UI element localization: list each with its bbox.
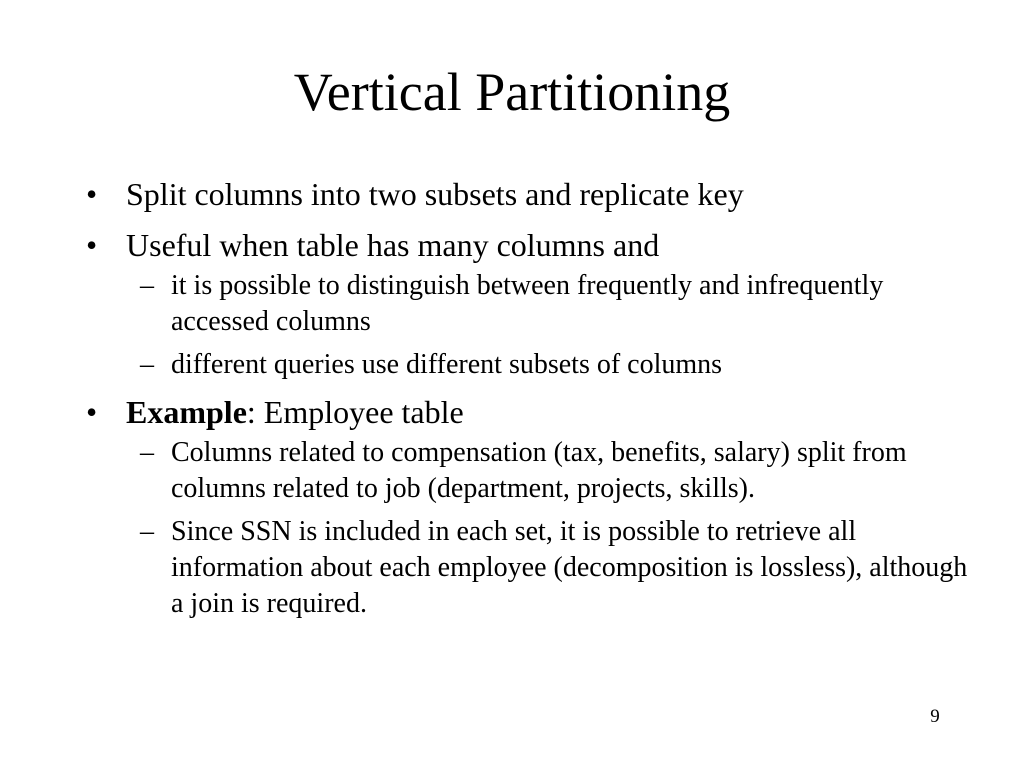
sub-bullet-text: it is possible to distinguish between frequently and infrequently accessed columns <box>171 270 884 337</box>
bullet-marker: • <box>86 227 98 263</box>
sub-bullet-text: Columns related to compensation (tax, benefits, salary) split from columns related to job (department, projects, skills). <box>171 437 907 504</box>
bullet-text: Useful when table has many columns and <box>126 227 660 263</box>
bullet-marker: • <box>86 176 98 212</box>
sub-bullet-ssn-lossless <box>140 514 986 622</box>
bullet-useful-when <box>86 225 986 265</box>
bullet-text: Split columns into two subsets and replicate key <box>126 176 744 212</box>
bullet-text: : Employee table <box>246 394 464 430</box>
dash-marker: – <box>140 349 154 380</box>
slide-body <box>86 174 986 631</box>
sub-bullet-compensation-columns <box>140 435 986 507</box>
bullet-split-columns <box>86 174 986 214</box>
dash-marker: – <box>140 516 154 547</box>
dash-marker: – <box>140 437 154 468</box>
sub-bullet-list <box>86 268 986 383</box>
sub-bullet-text: different queries use different subsets of columns <box>171 349 723 380</box>
sub-bullet-frequent-access <box>140 268 986 340</box>
bullet-bold-label: Example <box>126 394 247 430</box>
sub-bullet-different-queries <box>140 347 986 383</box>
slide-title: Vertical Partitioning <box>293 62 731 122</box>
page-number: 9 <box>930 706 940 727</box>
bullet-example <box>86 392 986 432</box>
sub-bullet-list <box>86 435 986 622</box>
sub-bullet-text: Since SSN is included in each set, it is possible to retrieve all information about each employee (decomposition is lossless), although a join is required. <box>171 516 968 619</box>
dash-marker: – <box>140 270 154 301</box>
bullet-marker: • <box>86 394 98 430</box>
